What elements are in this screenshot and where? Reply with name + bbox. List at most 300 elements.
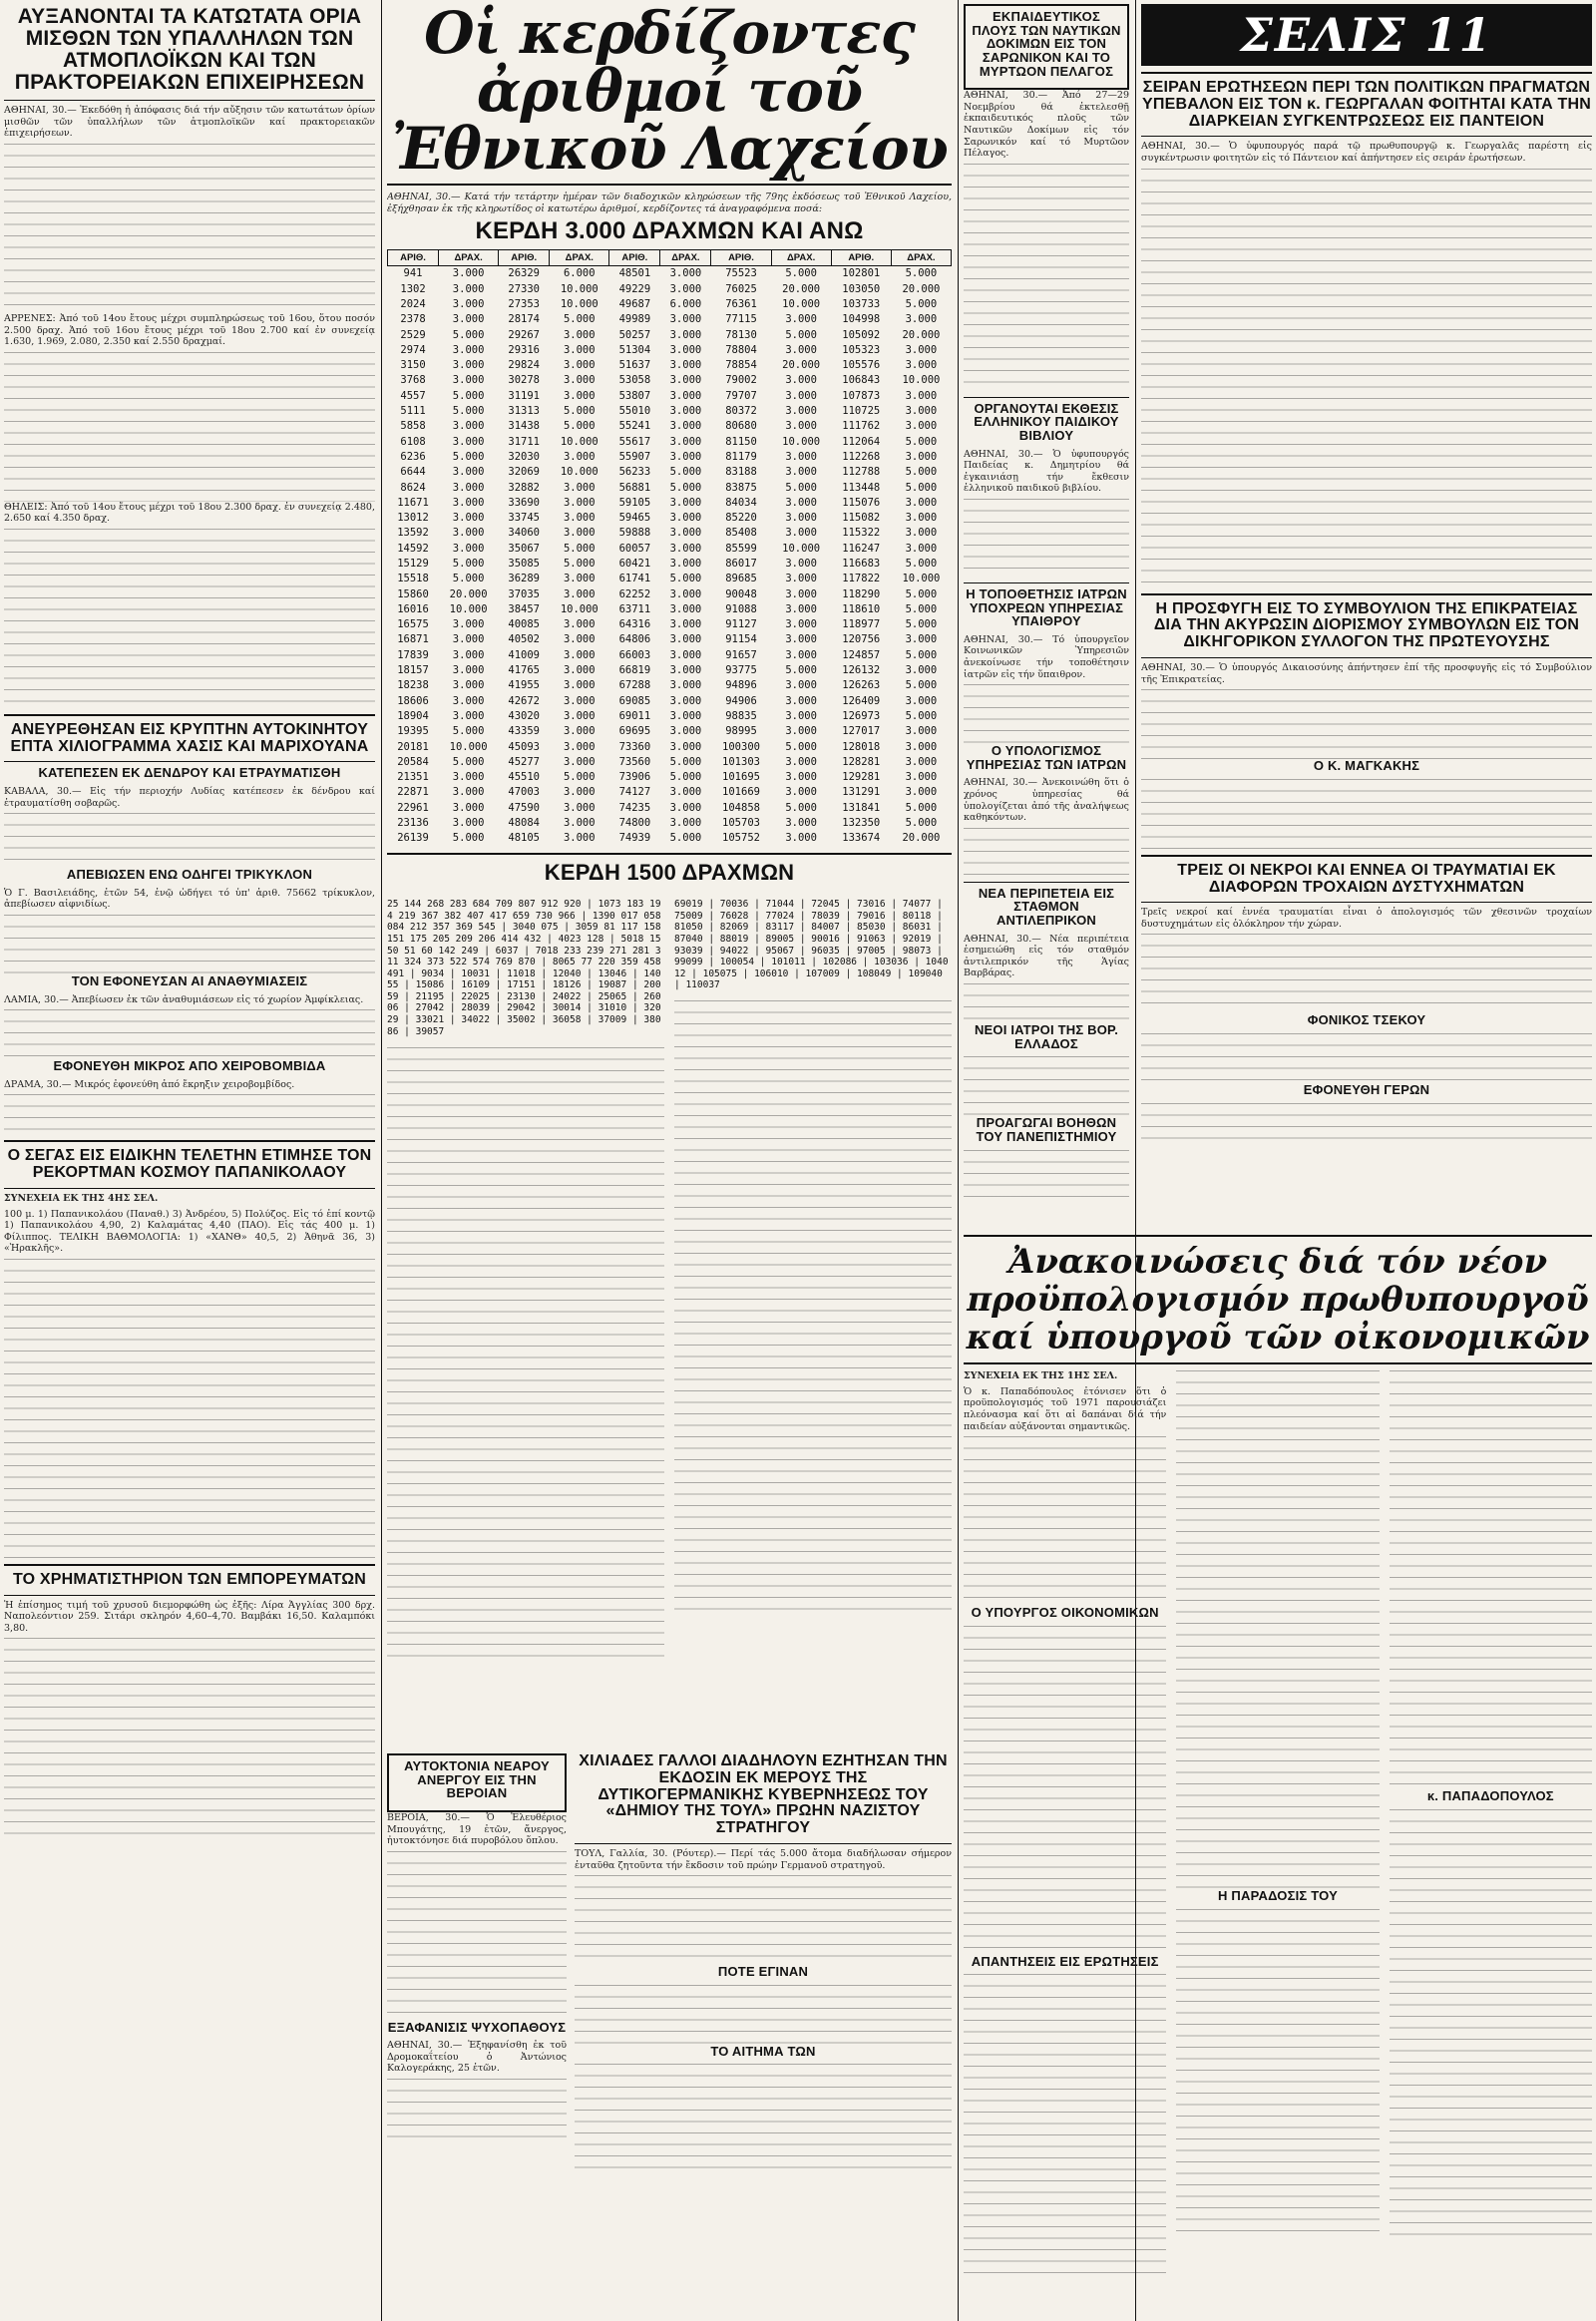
prize-amount: 3.000 [669, 709, 702, 722]
table-row [388, 542, 952, 557]
ticket-number: 104858 [722, 801, 760, 814]
table-row [388, 389, 952, 404]
prize-amount: 3.000 [905, 313, 938, 326]
divider [1141, 136, 1592, 137]
ticket-number: 66819 [618, 664, 651, 677]
prize-amount: 3.000 [785, 466, 817, 479]
table-row [388, 632, 952, 647]
article-paragraph: ΘΗΛΕΙΣ: Ἀπό τοῦ 14ου ἔτους μέχρι τοῦ 18ου 2.300 δραχ. ἐν συνεχείᾳ 2.480, 2.650 καί 4.350 δραχ. [4, 501, 375, 525]
prize-amount: 20.000 [902, 282, 941, 295]
article-body-lines [964, 1150, 1129, 1200]
prize-amount: 5.000 [905, 267, 938, 280]
prize-amount: 3.000 [669, 282, 702, 295]
prize-amount: 5.000 [905, 801, 938, 814]
prize-amount: 3.000 [563, 832, 596, 845]
lottery-table [387, 249, 952, 846]
ticket-number: 29824 [508, 359, 540, 372]
article-paragraph: ΒΕΡΟΙΑ, 30.— Ὁ Ἐλευθέριος Μπουγάτης, 19 ἐτῶν, ἄνεργος, ἠυτοκτόνησε διά πυροβόλου ὅπλου. [387, 1811, 567, 1847]
article-paragraph: 100 μ. 1) Παπανικολάου (Παναθ.) 3) Ἀνδρέου, 5) Πολύζος. Εἰς τό ἐπί κοντῷ 1) Παπανικολάου 4,90, 2) Καλαμάτας 4,40 (ΠΑΟ). Εἰς τάς 400 μ. 1) Φίλιππος. ΤΕΛΙΚΗ ΒΑΘΜΟΛΟΓΙΑ: 1) «ΧΑΝΘ» 40,5, 2) Ἀθηνᾶ 36, 3) «Ἠρακλῆς». [4, 1208, 375, 1255]
article-paragraph: ΑΘΗΝΑΙ, 30.— Ὁ ὑφυπουργός παρά τῷ πρωθυπουργῷ κ. Γεωργαλᾶς παρέστη εἰς συγκέντρωσιν φοιτητῶν εἰς τό Πάντειον καί ἀπήντησεν εἰς σειράν ἐρωτήσεων. [1141, 141, 1592, 164]
article-body-lines [4, 144, 375, 313]
article-suicide [387, 1753, 567, 2316]
prize-amount: 3.000 [452, 542, 485, 555]
article-paragraph: ΑΘΗΝΑΙ, 30.— Ὁ ὑφυπουργός Παιδείας κ. Δημητρίου θά ἐγκαινιάσῃ τήν ἔκθεσιν ἑλληνικοῦ παιδικοῦ βιβλίου. [964, 448, 1129, 495]
prize-amount: 3.000 [785, 648, 817, 661]
ticket-number: 55241 [618, 420, 651, 433]
small-prizes-left [387, 890, 664, 1666]
ticket-number: 16575 [397, 618, 429, 631]
article-commodity-exchange [4, 1572, 375, 1838]
subheadline: ΕΦΟΝΕΥΘΗ ΓΕΡΩΝ [1303, 1082, 1430, 1098]
ticket-number: 16871 [397, 633, 429, 646]
article-body-lines [575, 1985, 952, 2045]
prize-amount: 3.000 [785, 786, 817, 799]
divider [4, 1140, 375, 1142]
prize-amount: 3.000 [452, 679, 485, 692]
ticket-number: 69085 [618, 694, 651, 707]
prize-amount: 3.000 [669, 542, 702, 555]
ticket-number: 5858 [400, 420, 426, 433]
ticket-number: 110725 [842, 405, 881, 418]
lottery-col-header: ΔΡΑΧ. [550, 250, 609, 266]
prize-amount: 20.000 [902, 832, 941, 845]
prize-amount: 3.000 [669, 435, 702, 448]
lottery-intro: ΑΘΗΝΑΙ, 30.— Κατά τήν τετάρτην ἡμέραν τῶν διαδοχικῶν κληρώσεων τῆς 79ης ἐκδόσεως τοῦ Ἐθνικοῦ Λαχείου, ἐξήχθησαν ἐκ τῆς κληρωτίδος οἱ κατωτέρω ἀριθμοί, κερδίζοντες τά ἀναγραφόμενα ποσά: [387, 192, 952, 214]
ticket-number: 112268 [842, 450, 881, 463]
ticket-number: 60421 [618, 557, 651, 570]
prize-amount: 3.000 [563, 587, 596, 600]
divider [1141, 593, 1592, 595]
prize-amount: 3.000 [563, 648, 596, 661]
prize-amount: 10.000 [782, 297, 821, 310]
ticket-number: 15518 [397, 573, 429, 585]
ticket-number: 81179 [725, 450, 757, 463]
prize-amount: 3.000 [452, 267, 485, 280]
prize-amount: 3.000 [785, 679, 817, 692]
ticket-number: 101669 [722, 786, 760, 799]
prize-amount: 3.000 [452, 648, 485, 661]
ticket-number: 74127 [618, 786, 651, 799]
ticket-number: 41009 [508, 648, 540, 661]
prize-amount: 5.000 [669, 755, 702, 768]
table-row [388, 450, 952, 465]
article-body-lines [964, 1436, 1166, 1606]
prize-amount: 3.000 [669, 602, 702, 615]
prize-amount: 3.000 [452, 466, 485, 479]
ticket-number: 33690 [508, 496, 540, 509]
table-row [388, 526, 952, 541]
prize-amount: 3.000 [669, 694, 702, 707]
prize-amount: 3.000 [452, 801, 485, 814]
prize-header-1500: ΚΕΡΔΗ 1500 ΔΡΑΧΜΩΝ [544, 859, 795, 885]
ticket-number: 69011 [618, 709, 651, 722]
small-prize-numbers: 69019 | 70036 | 71044 | 72045 | 73016 | 74077 | 75009 | 76028 | 77024 | 78039 | 79016 | 80118 | 81050 | 82069 | 83117 | 84007 | 85030 | 86031 | 87040 | 88019 | 89005 | 90016 | 91063 | 92019 | 93039 | 94022 | 95067 | 96035 | 97005 | 98073 | 99099 | 100054 | 101011 | 102086 | 103036 | 104012 | 105075 | 106010 | 107009 | 108049 | 109040 | 110037 [674, 899, 949, 991]
prize-amount: 3.000 [563, 709, 596, 722]
divider [4, 1564, 375, 1566]
ticket-number: 14592 [397, 542, 429, 555]
table-row [388, 481, 952, 496]
prize-amount: 3.000 [905, 389, 938, 402]
divider [1141, 855, 1592, 857]
article-body-lines [1390, 1809, 1592, 2238]
ticket-number: 80372 [725, 405, 757, 418]
prize-amount: 3.000 [563, 633, 596, 646]
prize-amount: 3.000 [785, 755, 817, 768]
table-row [388, 801, 952, 816]
prize-amount: 3.000 [669, 374, 702, 387]
table-row [388, 358, 952, 373]
ticket-number: 18606 [397, 694, 429, 707]
divider [964, 582, 1129, 583]
prize-amount: 3.000 [563, 573, 596, 585]
ticket-number: 35067 [508, 542, 540, 555]
divider [1141, 902, 1592, 903]
prize-amount: 3.000 [452, 694, 485, 707]
number-lines [674, 1000, 952, 1619]
article-paragraph: Ἡ ἐπίσημος τιμή τοῦ χρυσοῦ διεμορφώθη ὡς ἑξῆς: Λίρα Ἀγγλίας 300 δρχ. Ναπολεόντιον 259. Σιτάρι σκληρόν 4,60–4,70. Βαμβάκι 16,50. Καλαμπόκι 3,80. [4, 1599, 375, 1634]
prize-amount: 3.000 [452, 512, 485, 525]
ticket-number: 113448 [842, 481, 881, 494]
prize-amount: 5.000 [905, 602, 938, 615]
ticket-number: 20181 [397, 740, 429, 753]
ticket-number: 28174 [508, 313, 540, 326]
prize-amount: 3.000 [563, 450, 596, 463]
ticket-number: 29267 [508, 328, 540, 341]
prize-amount: 10.000 [560, 435, 598, 448]
table-row [388, 785, 952, 800]
article-council-appeal [1141, 601, 1592, 849]
article-body-lines [964, 983, 1129, 1023]
headline: Η ΠΡΟΣΦΥΓΗ ΕΙΣ ΤΟ ΣΥΜΒΟΥΛΙΟΝ ΤΗΣ ΕΠΙΚΡΑΤΕΙΑΣ ΔΙΑ ΤΗΝ ΑΚΥΡΩΣΙΝ ΔΙΟΡΙΣΜΟΥ ΣΥΜΒΟΥΛΩΝ ΕΙΣ ΤΟΝ ΔΙΚΗΓΟΡΙΚΟΝ ΣΥΛΛΟΓΟΝ ΤΗΣ ΠΡΩΤΕΥΟΥΣΗΣ [1153, 599, 1580, 651]
prize-amount: 5.000 [452, 573, 485, 585]
ticket-number: 78854 [725, 359, 757, 372]
headline: Ἀνακοινώσεις διά τόν νέον προϋπολογισμόν πρωθυπουργοῦ καί ὑπουργοῦ τῶν οἰκονομικῶν [966, 1242, 1590, 1358]
prize-amount: 5.000 [785, 267, 817, 280]
budget-column-3 [1390, 1370, 1592, 2273]
prize-amount: 5.000 [563, 771, 596, 784]
left-column [4, 6, 375, 2316]
prize-amount: 3.000 [785, 633, 817, 646]
ticket-number: 63711 [618, 602, 651, 615]
prize-amount: 3.000 [785, 709, 817, 722]
ticket-number: 4557 [400, 389, 426, 402]
ticket-number: 66003 [618, 648, 651, 661]
ticket-number: 111762 [842, 420, 881, 433]
ticket-number: 42672 [508, 694, 540, 707]
ticket-number: 104998 [842, 313, 881, 326]
table-row [388, 511, 952, 526]
headline: ΝΕΑ ΠΕΡΙΠΕΤΕΙΑ ΕΙΣ ΣΤΑΘΜΟΝ ΑΝΤΙΛΕΠΡΙΚΟΝ [978, 885, 1115, 929]
article-book-exhibition [964, 402, 1129, 579]
number-lines [387, 1047, 664, 1666]
prize-amount: 3.000 [669, 633, 702, 646]
ticket-number: 129281 [842, 771, 881, 784]
ticket-number: 3150 [400, 359, 426, 372]
ticket-number: 83875 [725, 481, 757, 494]
ticket-number: 5111 [400, 405, 426, 418]
divider [387, 184, 952, 186]
prize-amount: 3.000 [905, 359, 938, 372]
prize-amount: 3.000 [563, 389, 596, 402]
prize-amount: 10.000 [560, 466, 598, 479]
ticket-number: 6236 [400, 450, 426, 463]
ticket-number: 31711 [508, 435, 540, 448]
ticket-number: 32030 [508, 450, 540, 463]
prize-amount: 5.000 [452, 832, 485, 845]
ticket-number: 2974 [400, 343, 426, 356]
lottery-col-header: ΔΡΑΧ. [439, 250, 499, 266]
prize-amount: 3.000 [785, 725, 817, 738]
ticket-number: 6108 [400, 435, 426, 448]
divider [4, 1188, 375, 1189]
headline-box [964, 4, 1129, 90]
ticket-number: 91127 [725, 618, 757, 631]
article-body-lines [4, 1094, 375, 1134]
center-bottom [387, 1753, 952, 2316]
article-paragraph: ΛΑΜΙΑ, 30.— Ἀπεβίωσεν ἐκ τῶν ἀναθυμιάσεων εἰς τό χωρίον Ἀμφίκλειας. [4, 993, 364, 1005]
ticket-number: 128281 [842, 755, 881, 768]
headline: Η ΤΟΠΟΘΕΤΗΣΙΣ ΙΑΤΡΩΝ ΥΠΟΧΡΕΩΝ ΥΠΗΡΕΣΙΑΣ ΥΠΑΙΘΡΟΥ [966, 585, 1127, 629]
prize-amount: 10.000 [782, 435, 821, 448]
article-body-lines [4, 813, 375, 868]
prize-amount: 3.000 [563, 527, 596, 540]
prize-amount: 3.000 [669, 664, 702, 677]
ticket-number: 115322 [842, 527, 881, 540]
ticket-number: 16016 [397, 602, 429, 615]
article-body-lines [1141, 689, 1592, 759]
prize-amount: 3.000 [669, 420, 702, 433]
prize-amount: 5.000 [785, 481, 817, 494]
headline: ΤΟ ΧΡΗΜΑΤΙΣΤΗΡΙΟΝ ΤΩΝ ΕΜΠΟΡΕΥΜΑΤΩΝ [12, 1570, 367, 1588]
prize-amount: 3.000 [905, 725, 938, 738]
prize-amount: 5.000 [905, 297, 938, 310]
prize-amount: 3.000 [669, 786, 702, 799]
subheadline: ΑΠΕΒΙΩΣΕΝ ΕΝΩ ΟΔΗΓΕΙ ΤΡΙΚΥΚΛΟΝ [66, 867, 313, 883]
prize-amount: 3.000 [563, 679, 596, 692]
lottery-table-header [388, 250, 952, 266]
ticket-number: 34060 [508, 527, 540, 540]
divider [964, 882, 1129, 883]
prize-amount: 20.000 [902, 328, 941, 341]
subheadline: ΕΞΑΦΑΝΙΣΙΣ ΨΥΧΟΠΑΘΟΥΣ [387, 2019, 567, 2035]
ticket-number: 126973 [842, 709, 881, 722]
prize-amount: 3.000 [785, 817, 817, 830]
prize-amount: 3.000 [905, 771, 938, 784]
prize-amount: 3.000 [785, 420, 817, 433]
prize-amount: 5.000 [785, 328, 817, 341]
ticket-number: 59888 [618, 527, 651, 540]
ticket-number: 91657 [725, 648, 757, 661]
prize-amount: 5.000 [669, 481, 702, 494]
table-row [388, 587, 952, 602]
ticket-number: 22961 [397, 801, 429, 814]
headline-box [387, 1753, 567, 1812]
subheadline: ΝΕΟΙ ΙΑΤΡΟΙ ΤΗΣ ΒΟΡ. ΕΛΛΑΔΟΣ [974, 1021, 1119, 1051]
ticket-number: 37035 [508, 587, 540, 600]
ticket-number: 103050 [842, 282, 881, 295]
prize-amount: 3.000 [452, 664, 485, 677]
prize-amount: 10.000 [449, 740, 488, 753]
lottery-col-header: ΔΡΑΧ. [771, 250, 831, 266]
table-row [388, 328, 952, 343]
ticket-number: 59105 [618, 496, 651, 509]
table-row [388, 709, 952, 724]
table-row [388, 678, 952, 693]
prize-amount: 5.000 [669, 771, 702, 784]
prize-amount: 3.000 [563, 512, 596, 525]
prize-amount: 10.000 [560, 602, 598, 615]
ticket-number: 26329 [508, 267, 540, 280]
article-body-lines [964, 1626, 1166, 1955]
ticket-number: 32069 [508, 466, 540, 479]
ticket-number: 102801 [842, 267, 881, 280]
table-row [388, 663, 952, 678]
table-row [388, 770, 952, 785]
prize-amount: 3.000 [669, 725, 702, 738]
prize-amount: 3.000 [669, 405, 702, 418]
ticket-number: 101695 [722, 771, 760, 784]
article-hashish [4, 722, 375, 1135]
prize-amount: 3.000 [905, 664, 938, 677]
ticket-number: 105752 [722, 832, 760, 845]
prize-amount: 3.000 [785, 496, 817, 509]
column-rule [381, 0, 382, 2321]
prize-amount: 3.000 [669, 267, 702, 280]
lottery-table-body [388, 266, 952, 847]
ticket-number: 26139 [397, 832, 429, 845]
ticket-number: 120756 [842, 633, 881, 646]
prize-amount: 3.000 [452, 282, 485, 295]
prize-amount: 3.000 [785, 587, 817, 600]
prize-amount: 3.000 [905, 755, 938, 768]
ticket-number: 100300 [722, 740, 760, 753]
ticket-number: 6644 [400, 466, 426, 479]
article-body-lines [1141, 1033, 1592, 1083]
prize-amount: 3.000 [785, 405, 817, 418]
article-body-lines [1141, 1103, 1592, 1143]
table-row [388, 816, 952, 831]
right-column [1141, 4, 1592, 1221]
prize-amount: 5.000 [905, 557, 938, 570]
ticket-number: 2024 [400, 297, 426, 310]
ticket-number: 53058 [618, 374, 651, 387]
prize-amount: 5.000 [452, 450, 485, 463]
prize-amount: 5.000 [452, 725, 485, 738]
prize-amount: 3.000 [563, 343, 596, 356]
article-body-lines [4, 529, 375, 708]
ticket-number: 21351 [397, 771, 429, 784]
ticket-number: 43359 [508, 725, 540, 738]
prize-amount: 3.000 [785, 450, 817, 463]
article-french-protest [575, 1753, 952, 2316]
prize-amount: 3.000 [669, 527, 702, 540]
subheadline: ΑΠΑΝΤΗΣΕΙΣ ΕΙΣ ΕΡΩΤΗΣΕΙΣ [971, 1953, 1159, 1969]
ticket-number: 48105 [508, 832, 540, 845]
column-rule [958, 0, 959, 2321]
ticket-number: 47003 [508, 786, 540, 799]
prize-amount: 5.000 [563, 405, 596, 418]
article-paragraph: ΑΘΗΝΑΙ, 30.— Ὁ ὑπουργός Δικαιοσύνης ἀπήντησεν ἐπί τῆς προσφυγῆς εἰς τό Συμβούλιον τῆς Ἐπικρατείας. [1141, 661, 1592, 685]
small-prizes-right [674, 890, 952, 1666]
prize-amount: 5.000 [905, 618, 938, 631]
ticket-number: 118977 [842, 618, 881, 631]
prize-amount: 3.000 [785, 694, 817, 707]
divider [4, 1595, 375, 1596]
article-body-lines [1176, 1909, 1379, 2238]
center-bottom-row [387, 1753, 952, 2316]
divider [1141, 657, 1592, 658]
ticket-number: 85599 [725, 542, 757, 555]
prize-amount: 10.000 [560, 297, 598, 310]
article-body-lines [1141, 169, 1592, 587]
prize-amount: 3.000 [452, 435, 485, 448]
prize-amount: 5.000 [669, 832, 702, 845]
prize-amount: 3.000 [452, 527, 485, 540]
ticket-number: 85408 [725, 527, 757, 540]
headline: ΕΚΠΑΙΔΕΥΤΙΚΟΣ ΠΛΟΥΣ ΤΩΝ ΝΑΥΤΙΚΩΝ ΔΟΚΙΜΩΝ ΕΙΣ ΤΟΝ ΣΑΡΩΝΙΚΟΝ ΚΑΙ ΤΟ ΜΥΡΤΩΟΝ ΠΕΛΑΓΟΣ [972, 9, 1121, 79]
prize-amount: 5.000 [563, 542, 596, 555]
prize-amount: 5.000 [452, 755, 485, 768]
prize-amount: 3.000 [452, 359, 485, 372]
prize-amount: 5.000 [563, 557, 596, 570]
prize-amount: 3.000 [669, 587, 702, 600]
article-paragraph: ΑΘΗΝΑΙ, 30.— Ἀπό 27—29 Νοεμβρίου θά ἐκτελεσθῇ ἐκπαιδευτικός πλοῦς τῶν Ναυτικῶν Δοκίμων εἰς τόν Σαρωνικόν καί τό Μυρτῶον Πέλαγος. [964, 90, 1129, 160]
divider [964, 397, 1129, 398]
lottery-masthead: Οἱ κερδίζοντες ἀριθμοί τοῦ Ἐθνικοῦ Λαχείου [391, 4, 948, 183]
ticket-number: 126132 [842, 664, 881, 677]
ticket-number: 13592 [397, 527, 429, 540]
table-row [388, 373, 952, 388]
prize-header-3000: ΚΕΡΔΗ 3.000 ΔΡΑΧΜΩΝ ΚΑΙ ΑΝΩ [475, 217, 864, 245]
prize-amount: 3.000 [669, 328, 702, 341]
prize-amount: 3.000 [785, 527, 817, 540]
prize-amount: 3.000 [452, 633, 485, 646]
prize-amount: 3.000 [785, 343, 817, 356]
article-body-lines [575, 2064, 952, 2173]
divider [4, 100, 375, 101]
subheadline: ΕΦΟΝΕΥΘΗ ΜΙΚΡΟΣ ΑΠΟ ΧΕΙΡΟΒΟΜΒΙΔΑ [53, 1058, 326, 1074]
subheadline: ΠΡΟΑΓΩΓΑΙ ΒΟΗΘΩΝ ΤΟΥ ΠΑΝΕΠΙΣΤΗΜΙΟΥ [976, 1115, 1117, 1144]
ticket-number: 76361 [725, 297, 757, 310]
prize-amount: 3.000 [669, 389, 702, 402]
divider [1141, 72, 1592, 74]
prize-amount: 3.000 [452, 481, 485, 494]
ticket-number: 56881 [618, 481, 651, 494]
subheadline: Ο ΥΠΟΥΡΓΟΣ ΟΙΚΟΝΟΜΙΚΩΝ [971, 1605, 1159, 1621]
prize-amount: 3.000 [452, 618, 485, 631]
article-body-lines [964, 684, 1129, 744]
article-paragraph: ΑΘΗΝΑΙ, 30.— Ἐξηφανίσθη ἐκ τοῦ Δρομοκαΐτείου ὁ Ἀντώνιος Καλογεράκης, 25 ἐτῶν. [387, 2040, 567, 2075]
headline: ΟΡΓΑΝΟΥΤΑΙ ΕΚΘΕΣΙΣ ΕΛΛΗΝΙΚΟΥ ΠΑΙΔΙΚΟΥ ΒΙΒΛΙΟΥ [974, 400, 1119, 443]
article-body-lines [4, 1638, 375, 1837]
article-body-lines [575, 1875, 952, 1965]
prize-amount: 3.000 [563, 328, 596, 341]
ticket-number: 89685 [725, 573, 757, 585]
subheadline: ΤΟΝ ΕΦΟΝΕΥΣΑΝ ΑΙ ΑΝΑΘΥΜΙΑΣΕΙΣ [71, 973, 308, 988]
ticket-number: 94906 [725, 694, 757, 707]
article-body-lines [964, 828, 1129, 878]
prize-amount: 10.000 [782, 542, 821, 555]
prize-amount: 6.000 [563, 267, 596, 280]
prize-amount: 5.000 [905, 817, 938, 830]
ticket-number: 116683 [842, 557, 881, 570]
prize-amount: 3.000 [785, 374, 817, 387]
ticket-number: 17839 [397, 648, 429, 661]
ticket-number: 73560 [618, 755, 651, 768]
prize-amount: 3.000 [669, 801, 702, 814]
ticket-number: 78804 [725, 343, 757, 356]
ticket-number: 55010 [618, 405, 651, 418]
